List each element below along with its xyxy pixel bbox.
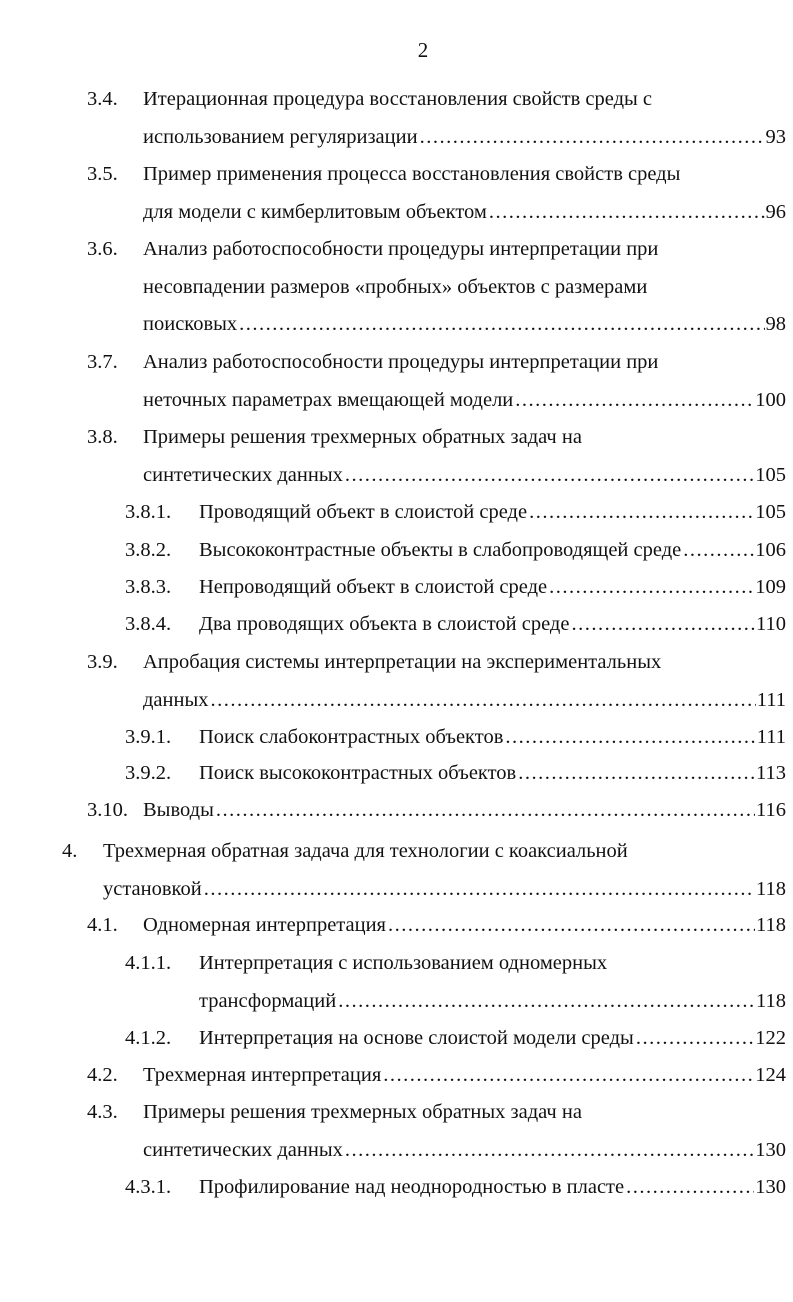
toc-entry-title: несовпадении размеров «пробных» объектов с размерами [143,275,648,298]
dot-leader [515,385,754,415]
toc-entry-line [199,722,786,752]
toc-entry-line [103,836,628,866]
dot-leader [338,986,755,1016]
toc-entry-page: 93 [765,125,786,148]
dot-leader [636,1023,754,1053]
toc-entry-title: для модели с кимберлитовым объектом [143,200,487,223]
toc-entry-line [143,422,582,452]
toc-entry-page: 110 [756,613,786,635]
toc-entry-line [199,572,786,602]
dot-leader [529,497,754,527]
toc-entry-title: синтетических данных [143,463,343,486]
dot-leader [345,1135,754,1165]
toc-entry-line [143,685,786,715]
toc-entry-line [143,460,786,490]
toc-entry-number: 3.8. [87,426,118,448]
dot-leader [489,197,765,227]
toc-entry-line [199,758,786,788]
toc-entry-line [103,874,786,904]
dot-leader [505,722,755,752]
toc-entry-number: 4.1. [87,914,118,936]
toc-entry-line [143,309,786,339]
toc-entry-line [199,1023,786,1053]
toc-entry-line [199,986,786,1016]
toc-entry-line [143,1060,786,1090]
toc-entry-page: 98 [765,313,786,335]
toc-entry-title: Анализ работоспособности процедуры интерпретации при [143,351,659,373]
toc-entry-line [143,795,786,825]
toc-entry-page: 122 [755,1027,786,1049]
toc-entry-number: 4.1.1. [125,952,172,974]
toc-entry-number: 3.4. [87,88,118,110]
dot-leader [211,685,756,715]
toc-entry-title: Пример применения процесса восстановления свойств среды [143,163,681,185]
toc-entry-page: 118 [756,877,786,900]
toc-entry-page: 118 [756,914,786,936]
toc-entry-line [143,122,786,152]
toc-entry-page: 124 [755,1064,786,1086]
toc-entry-number: 3.8.4. [125,613,172,635]
toc-entry-title: Выводы [143,799,214,821]
toc-entry-title: Апробация системы интерпретации на экспериментальных [143,651,662,673]
toc-entry-title: Итерационная процедура восстановления свойств среды с [143,88,653,110]
toc-entry-title: трансформаций [199,989,337,1012]
toc-entry-number: 4.1.2. [125,1027,172,1049]
toc-entry-page: 105 [755,501,786,523]
toc-entry-number: 3.9. [87,651,118,673]
page-number: 2 [417,38,429,62]
toc-entry-line [199,948,607,978]
toc-entry-number: 4.2. [87,1064,118,1086]
toc-entry-title: использованием регуляризации [143,125,418,148]
toc-entry-number: 3.9.2. [125,762,172,784]
dot-leader [626,1172,754,1202]
toc-entry-title: Профилирование над неоднородностью в пласте [199,1176,625,1198]
toc-entry-page: 116 [756,799,786,821]
dot-leader [345,460,754,490]
toc-entry-number: 4.3. [87,1101,118,1123]
toc-entry-number: 3.9.1. [125,726,172,748]
toc-entry-number: 3.5. [87,163,118,185]
toc-entry-number: 3.8.1. [125,501,172,523]
toc-entry-number: 3.8.2. [125,539,172,561]
dot-leader [420,122,765,152]
dot-leader [383,1060,754,1090]
toc-entry-page: 113 [756,762,786,784]
toc-entry-page: 130 [755,1176,786,1198]
toc-entry-number: 3.7. [87,351,118,373]
toc-entry-title: Одномерная интерпретация [143,914,386,936]
toc-entry-title: Интерпретация на основе слоистой модели среды [199,1027,634,1049]
toc-entry-page: 130 [755,1138,786,1161]
toc-entry-title: Поиск слабоконтрастных объектов [199,726,504,748]
toc-entry-line [143,910,786,940]
toc-entry-number: 3.6. [87,238,118,260]
toc-entry-line [143,84,652,114]
toc-entry-line [199,535,786,565]
toc-entry-title: Высококонтрастные объекты в слабопроводящей среде [199,539,682,561]
toc-entry-title: Два проводящих объекта в слоистой среде [199,613,570,635]
toc-entry-title: Анализ работоспособности процедуры интерпретации при [143,238,659,260]
toc-entry-line [143,347,658,377]
toc-entry-line [199,1172,786,1202]
dot-leader [518,758,755,788]
toc-entry-line [143,1097,582,1127]
toc-entry-title: Поиск высококонтрастных объектов [199,762,517,784]
toc-entry-title: данных [143,688,209,711]
toc-entry-title: Трехмерная обратная задача для технологии с коаксиальной [103,840,628,862]
toc-entry-page: 105 [755,463,786,486]
toc-entry-page: 96 [765,200,786,223]
dot-leader [204,874,755,904]
toc-entry-page: 109 [755,576,786,598]
dot-leader [239,309,764,339]
toc-entry-page: 111 [756,688,786,711]
toc-entry-line [143,647,661,677]
toc-entry-page: 111 [756,726,786,748]
toc-entry-title: Интерпретация с использованием одномерных [199,952,608,974]
toc-entry-title: неточных параметрах вмещающей модели [143,388,514,411]
toc-entry-number: 3.8.3. [125,576,172,598]
toc-entry-line [199,497,786,527]
toc-entry-line [143,234,658,264]
toc-entry-title: синтетических данных [143,1138,343,1161]
toc-entry-line [143,159,680,189]
toc-entry-line [143,197,786,227]
toc-entry-page: 118 [756,989,786,1012]
toc-entry-title: Примеры решения трехмерных обратных задач на [143,426,582,448]
toc-entry-title: Примеры решения трехмерных обратных задач на [143,1101,582,1123]
toc-entry-page: 100 [755,388,786,411]
dot-leader [216,795,755,825]
dot-leader [571,609,755,639]
dot-leader [388,910,755,940]
toc-entry-title: поисковых [143,313,238,335]
toc-entry-title: Трехмерная интерпретация [143,1064,382,1086]
toc-entry-line [199,609,786,639]
toc-entry-line [143,1135,786,1165]
toc-entry-title: установкой [103,877,202,900]
toc-entry-number: 4.3.1. [125,1176,172,1198]
toc-entry-number: 3.10. [87,799,128,821]
toc-entry-line [143,272,647,302]
dot-leader [683,535,754,565]
dot-leader [549,572,754,602]
toc-entry-page: 106 [755,539,786,561]
toc-entry-title: Проводящий объект в слоистой среде [199,501,528,523]
toc-entry-line [143,385,786,415]
toc-entry-number: 4. [62,840,78,862]
toc-entry-title: Непроводящий объект в слоистой среде [199,576,548,598]
